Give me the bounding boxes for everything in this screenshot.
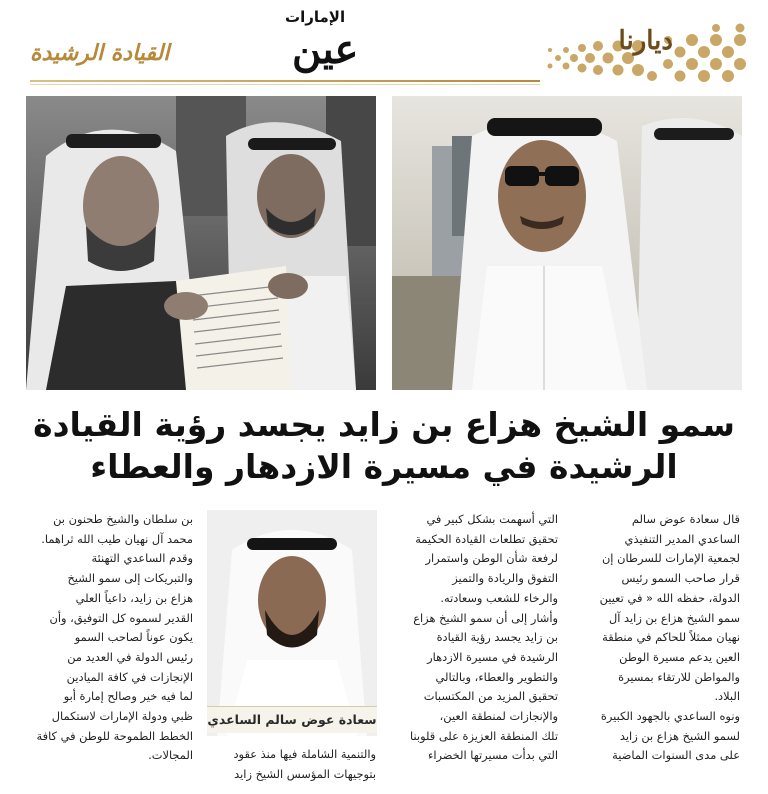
text-line: على مدى السنوات الماضية [612,748,740,763]
text-line: تحقيق تطلعات القيادة الحكيمة [415,531,558,546]
portrait-saadi-illustration [207,510,377,736]
historic-photo-illustration [26,96,376,390]
text-line: قرار صاحب السمو رئيس [621,571,740,586]
portrait-caption: سعادة عوض سالم الساعدي [207,706,377,733]
text-line: نهيان ممثلاً للحاكم في منطقة [602,630,740,645]
text-line: الساعدي المدير التنفيذي [624,531,740,546]
portrait-photo-sheikh [392,96,742,390]
publication-logo: عين [292,26,359,73]
headline-line-1: سمو الشيخ هزاع بن زايد يجسد رؤية القيادة [33,405,735,444]
text-line: والمواطن للارتقاء بمسيرة [618,669,740,684]
article-column-4 [28,510,193,766]
text-line: التي أسهمت بشكل كبير في [426,512,558,526]
text-line: التفوق والريادة والتميز [452,571,558,586]
text-line: لرفعة شأن الوطن واستمرار [425,551,558,566]
text-line: رئيس الدولة في العديد من [67,649,193,664]
text-line: سمو الشيخ هزاع بن زايد آل [608,610,740,625]
text-line: والتنمية الشاملة فيها منذ عقود [233,747,376,761]
text-line: العين يدعم مسيرة الوطن [619,649,740,664]
text-line: الإنجازات في كافة الميادين [66,669,193,684]
section-title-diarna: ديارنا [618,26,673,56]
text-line: قال سعادة عوض سالم [631,512,740,526]
text-line: بتوجيهات المؤسس الشيخ زايد [234,766,376,781]
text-line: والتبريكات إلى سمو الشيخ [67,571,193,586]
text-line: لما فيه خير وصالح إمارة أبو [63,689,193,704]
text-line: الرشيدة في مسيرة الازدهار [427,649,558,664]
text-line: القدير لسموه كل التوفيق، وأن [49,610,193,625]
text-line: ظبي ودولة الإمارات لاستكمال [51,709,193,724]
text-line: لجمعية الإمارات للسرطان إن [601,551,740,566]
page-header [0,0,768,86]
text-line: بن سلطان والشيخ طحنون بن [53,512,193,526]
text-line: يكون عوناً لصاحب السمو [74,630,193,645]
header-divider-thin [30,84,540,85]
text-line: والإنجازات لمنطقة العين، [439,709,558,724]
article-column-3-bottom [216,745,376,784]
portrait-saadi [207,510,377,736]
text-line: وأشار إلى أن سمو الشيخ هزاع [413,610,558,625]
section-title-leadership: القيادة الرشيدة [30,40,170,66]
text-line: لسمو الشيخ هزاع بن زايد [619,728,740,743]
text-line: وقدم الساعدي التهنئة [91,551,193,566]
text-line: تحقيق المزيد من المكتسبات [423,689,558,704]
publication-logo-subtitle: الإمارات [285,8,346,26]
text-line: الدولة، حفظه الله « في تعيين [599,590,740,605]
article-column-1 [575,510,740,766]
text-line: بن زايد يجسد رؤية القيادة [436,630,558,645]
text-line: تلك المنطقة العزيزة على قلوبنا [410,728,558,743]
headline-line-2: الرشيدة في مسيرة الازدهار والعطاء [90,447,678,486]
text-line: البلاد. [714,689,740,704]
text-line: محمد آل نهيان طيب الله ثراهما. [41,531,193,546]
text-line: والتطوير والعطاء، وبالتالي [435,669,558,684]
historic-photo [26,96,376,390]
header-divider [30,80,540,82]
text-line: هزاع بن زايد، داعياً العلي [75,590,193,605]
text-line: والرخاء للشعب وسعادته. [440,590,558,605]
text-line: الخطط الطموحة للوطن في كافة [36,728,193,743]
text-line: ونوه الساعدي بالجهود الكبيرة [600,709,740,724]
text-line: المجالات. [148,748,193,763]
article-column-2 [390,510,558,766]
text-line: التي بدأت مسيرتها الخضراء [427,748,558,763]
portrait-photo-illustration [392,96,742,390]
